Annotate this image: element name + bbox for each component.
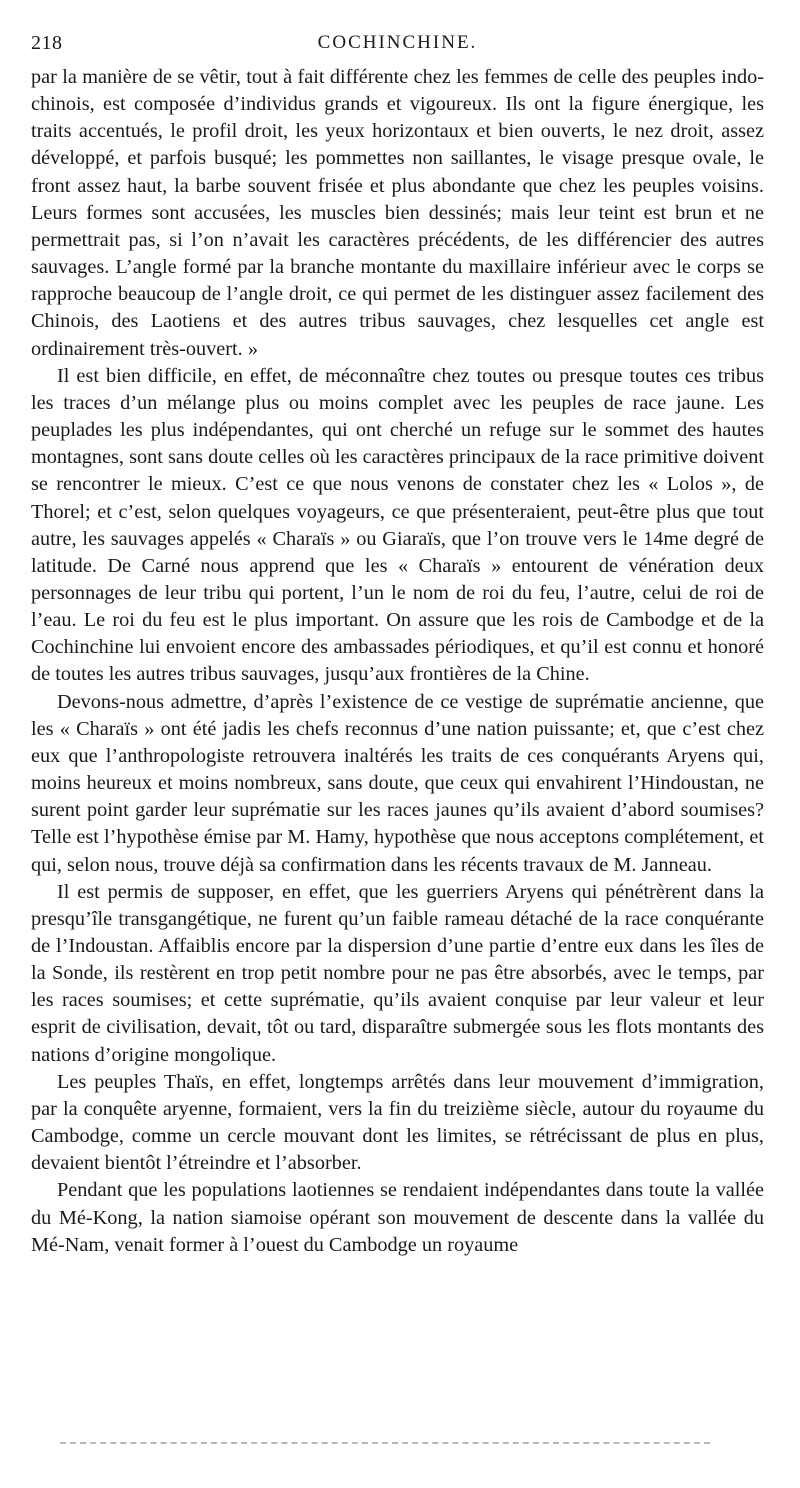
- paragraph: Les peuples Thaïs, en effet, longtemps arrêtés dans leur mouvement d’immigration, par la conquête aryenne, formaient, vers la fin du treizième siècle, autour du royaume du Cambodge, comme un cercle mouvant dont les limites, se rétrécissant de plus en plus, devaient bientôt l’étreindre et l’absorber.: [31, 1070, 764, 1175]
- body-text: [31, 64, 764, 1259]
- paragraph: Devons-nous admettre, d’après l’existence de ce vestige de suprématie ancienne, que les « Charaïs » ont été jadis les chefs reconnus d’une nation puissante; et, que c’est chez eux que l’anthropologiste retrouvera inaltérés les traits de ces conquérants Aryens qui, moins heureux et moins nombreux, sans doute, que ceux qui envahirent l’Hindoustan, ne surent point garder leur suprématie sur les races jaunes qu’ils avaient d’abord soumises? Telle est l’hypothèse émise par M. Hamy, hypothèse que nous acceptons complétement, et qui, selon nous, trouve déjà sa confirmation dans les récents travaux de M. Janneau.: [31, 690, 764, 876]
- running-head: COCHINCHINE.: [317, 32, 478, 53]
- book-page: [31, 24, 764, 1259]
- paragraph: Il est permis de supposer, en effet, que les guerriers Aryens qui pénétrèrent dans la presqu’île transgangétique, ne furent qu’un faible rameau détaché de la race conquérante de l’Indoustan. Affaiblis encore par la dispersion d’une partie d’entre eux dans les îles de la Sonde, ils restèrent en trop petit nombre pour ne pas être absorbés, avec le temps, par les races soumises; et cette suprématie, qu’ils avaient conquise par leur valeur et leur esprit de civilisation, devait, tôt ou tard, disparaître submergée sous les flots montants des nations d’origine mongolique.: [31, 880, 764, 1066]
- paragraph: par la manière de se vêtir, tout à fait différente chez les femmes de celle des peuples indo-chinois, est composée d’individus grands et vigoureux. Ils ont la figure énergique, les traits accentués, le profil droit, les yeux horizontaux et bien ouverts, le nez droit, assez développé, et parfois busqué; les pommettes non saillantes, le visage presque ovale, le front assez haut, la barbe souvent frisée et plus abondante que chez les peuples voisins. Leurs formes sont accusées, les muscles bien dessinés; mais leur teint est brun et ne permettrait pas, si l’on n’avait les caractères précédents, de les différencier des autres sauvages. L’angle formé par la branche montante du maxillaire inférieur avec le corps se rapproche beaucoup de l’angle droit, ce qui permet de les distinguer assez facilement des Chinois, des Laotiens et des autres tribus sauvages, chez lesquelles cet angle est ordinairement très-ouvert. »: [31, 66, 764, 360]
- page-number: 218: [31, 32, 63, 54]
- footer-rule: [60, 1442, 710, 1444]
- paragraph: Il est bien difficile, en effet, de méconnaître chez toutes ou presque toutes ces tribus les traces d’un mélange plus ou moins complet avec les peuples de race jaune. Les peuplades les plus indépendantes, qui ont cherché un refuge sur le sommet des hautes montagnes, sont sans doute celles où les caractères principaux de la race primitive doivent se rencontrer le mieux. C’est ce que nous venons de constater chez les « Lolos », de Thorel; et c’est, selon quelques voyageurs, ce que présenteraient, peut-être plus que tout autre, les sauvages appelés « Charaïs » ou Giaraïs, que l’on trouve vers le 14me degré de latitude. De Carné nous apprend que les « Charaïs » entourent de vénération deux personnages de leur tribu qui portent, l’un le nom de roi du feu, l’autre, celui de roi de l’eau. Le roi du feu est le plus important. On assure que les rois de Cambodge et de la Cochinchine lui envoient encore des ambassades périodiques, et qu’il est connu et honoré de toutes les autres tribus sauvages, jusqu’aux frontières de la Chine.: [31, 364, 764, 686]
- page-header: [31, 24, 764, 64]
- paragraph: Pendant que les populations laotiennes se rendaient indépendantes dans toute la vallée du Mé-Kong, la nation siamoise opérant son mouvement de descente dans la vallée du Mé-Nam, venait former à l’ouest du Cambodge un royaume: [31, 1179, 764, 1256]
